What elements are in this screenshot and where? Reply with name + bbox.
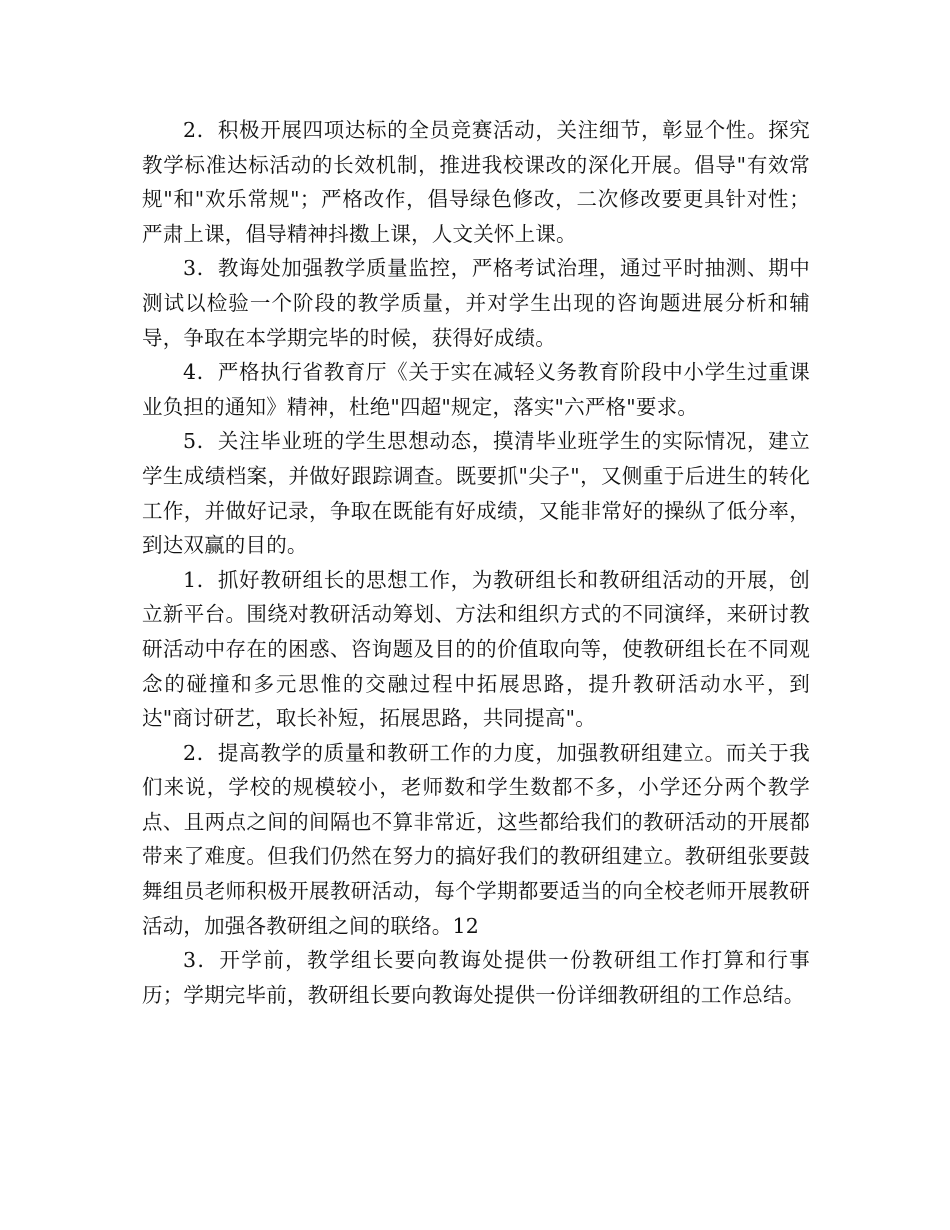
paragraph-item-5-graduating-class: 5．关注毕业班的学生思想动态，摸清毕业班学生的实际情况，建立学生成绩档案，并做好跟踪调查。既要抓"尖子"，又侧重于后进生的转化工作，并做好记录，争取在既能有好成绩，又能非常好的操纵了低分率，到达双赢的目的。	[142, 429, 810, 558]
document-body	[142, 113, 810, 1012]
paragraph-item-3-quality-monitoring: 3．教诲处加强教学质量监控，严格考试治理，通过平时抽测、期中测试以检验一个阶段的教学质量，并对学生出现的咨询题进展分析和辅导，争取在本学期完毕的时候，获得好成绩。	[142, 256, 810, 350]
paragraph-item-3-plans-summaries: 3．开学前，教学组长要向教诲处提供一份教研组工作打算和行事历；学期完毕前，教研组长要向教诲处提供一份详细教研组的工作总结。	[142, 948, 810, 1007]
paragraph-item-2-activities: 2．积极开展四项达标的全员竞赛活动，关注细节，彰显个性。探究教学标准达标活动的长效机制，推进我校课改的深化开展。倡导"有效常规"和"欢乐常规"；严格改作，倡导绿色修改，二次修改要更具针对性；严肃上课，倡导精神抖擞上课，人文关怀上课。	[142, 118, 810, 246]
paragraph-item-1-group-leaders: 1．抓好教研组长的思想工作，为教研组长和教研组活动的开展，创立新平台。围绕对教研活动筹划、方法和组织方式的不同演绎，来研讨教研活动中存在的困惑、咨询题及目的的价值取向等，使教研组长在不同观念的碰撞和多元思惟的交融过程中拓展思路，提升教研活动水平，到达"商讨研艺，取长补短，拓展思路，共同提高"。	[142, 567, 810, 731]
paragraph-item-4-burden-reduction: 4．严格执行省教育厅《关于实在减轻义务教育阶段中小学生过重课业负担的通知》精神，杜绝"四超"规定，落实"六严格"要求。	[142, 360, 810, 419]
paragraph-item-2-research-groups: 2．提高教学的质量和教研工作的力度，加强教研组建立。而关于我们来说，学校的规模较小，老师数和学生数都不多，小学还分两个教学点、且两点之间的间隔也不算非常近，这些都给我们的教研活动的开展都带来了难度。但我们仍然在努力的搞好我们的教研组建立。教研组张要鼓舞组员老师积极开展教研活动，每个学期都要适当的向全校老师开展教研活动，加强各教研组之间的联络。12	[142, 740, 810, 938]
